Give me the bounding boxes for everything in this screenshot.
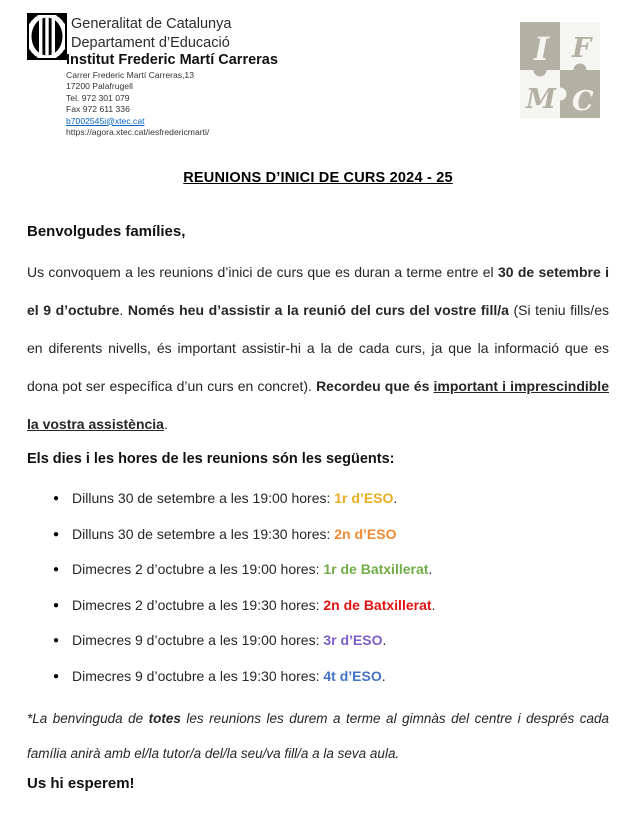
closing-line: Us hi esperem! — [27, 775, 135, 792]
meeting-datetime: Dimecres 9 d’octubre a les 19:30 hores: — [72, 667, 324, 684]
generalitat-logo-icon — [27, 13, 67, 60]
logo-letter-f: F — [572, 33, 592, 64]
course-label: 2n de Batxillerat — [323, 596, 432, 613]
contact-block — [66, 70, 209, 138]
course-label: 1r d’ESO — [334, 490, 394, 506]
email-link[interactable]: b7002545i@xtec.cat — [66, 115, 145, 126]
meeting-list — [27, 488, 609, 686]
meeting-datetime: Dilluns 30 de setembre a les 19:30 hores: — [72, 525, 335, 542]
department-name: Departament d’Educació — [71, 35, 230, 51]
bullet-icon: ● — [53, 670, 60, 682]
intro-paragraph — [27, 253, 609, 443]
text-segment: Us convoquem a les reunions d’inici de curs que es duran a terme entre el — [27, 264, 498, 280]
meeting-suffix: . — [393, 490, 398, 506]
logo-letter-m: M — [526, 84, 556, 115]
text-segment: totes — [148, 711, 181, 726]
meeting-suffix: . — [382, 632, 387, 648]
meeting-item — [27, 666, 609, 686]
org-name: Generalitat de Catalunya — [71, 16, 232, 32]
document-body — [27, 168, 609, 794]
text-segment: Recordeu que és — [316, 378, 434, 394]
phone-line: Tel. 972 301 079 — [66, 92, 130, 103]
schedule-heading: Els dies i les hores de les reunions són les següents: — [27, 451, 395, 467]
bullet-icon: ● — [53, 564, 60, 575]
meeting-item — [27, 559, 609, 579]
meeting-datetime: Dilluns 30 de setembre a les 19:00 hores: — [72, 490, 335, 506]
text-segment: 30 de setembre i el 9 d’octubre — [27, 264, 609, 318]
bullet-icon: ● — [53, 635, 60, 646]
meeting-item — [27, 595, 609, 615]
text-segment: les reunions les durem a terme al gimnàs del centre i després cada família anirà amb el/la tutor/a del/la seu/va fill/a a la seva aula. — [27, 711, 609, 761]
org-header — [71, 15, 231, 53]
course-label: 1r de Batxillerat — [323, 561, 429, 577]
text-segment: . — [119, 302, 128, 318]
note-paragraph — [27, 701, 609, 771]
website-line: https://agora.xtec.cat/iesfredericmarti/ — [66, 127, 210, 138]
meeting-datetime: Dimecres 9 d’octubre a les 19:00 hores: — [72, 632, 324, 648]
text-segment: . — [163, 416, 168, 432]
bullet-icon: ● — [53, 528, 60, 540]
text-segment: (Si teniu fills/es en diferents nivells, és important assistir-hi a la de cada curs, ja que la informació que es dona pot ser específica d’un curs en concret). — [27, 302, 609, 394]
greeting: Benvolgudes famílies, — [27, 223, 186, 240]
school-name: Institut Frederic Martí Carreras — [66, 52, 278, 68]
text-segment: Només heu d’assistir a la reunió del curs del vostre fill/a — [127, 302, 509, 318]
meeting-suffix: . — [431, 596, 436, 613]
school-logo-icon — [520, 22, 600, 118]
course-label: 4t d’ESO — [323, 667, 382, 684]
meeting-datetime: Dimecres 2 d’octubre a les 19:30 hores: — [72, 596, 324, 613]
fax-line: Fax 972 611 336 — [66, 104, 130, 115]
course-label: 2n d’ESO — [334, 525, 397, 542]
meeting-datetime: Dimecres 2 d’octubre a les 19:00 hores: — [72, 561, 324, 577]
text-segment: *La benvinguda de — [27, 711, 149, 726]
meeting-suffix: . — [428, 561, 433, 577]
meeting-item — [27, 488, 609, 508]
city-line: 17200 Palafrugell — [66, 81, 133, 92]
bullet-icon: ● — [53, 493, 60, 504]
bullet-icon: ● — [53, 599, 60, 611]
meeting-suffix: . — [381, 667, 386, 684]
logo-letter-i: I — [534, 30, 549, 68]
address-line: Carrer Frederic Martí Carreras,13 — [66, 70, 194, 80]
meeting-item — [27, 524, 609, 544]
page-title: REUNIONS D’INICI DE CURS 2024 - 25 — [183, 170, 453, 186]
meeting-item — [27, 630, 609, 650]
course-label: 3r d’ESO — [323, 632, 383, 648]
logo-letter-c: C — [572, 86, 594, 117]
text-segment: important i imprescindible la vostra assistència — [27, 378, 609, 432]
